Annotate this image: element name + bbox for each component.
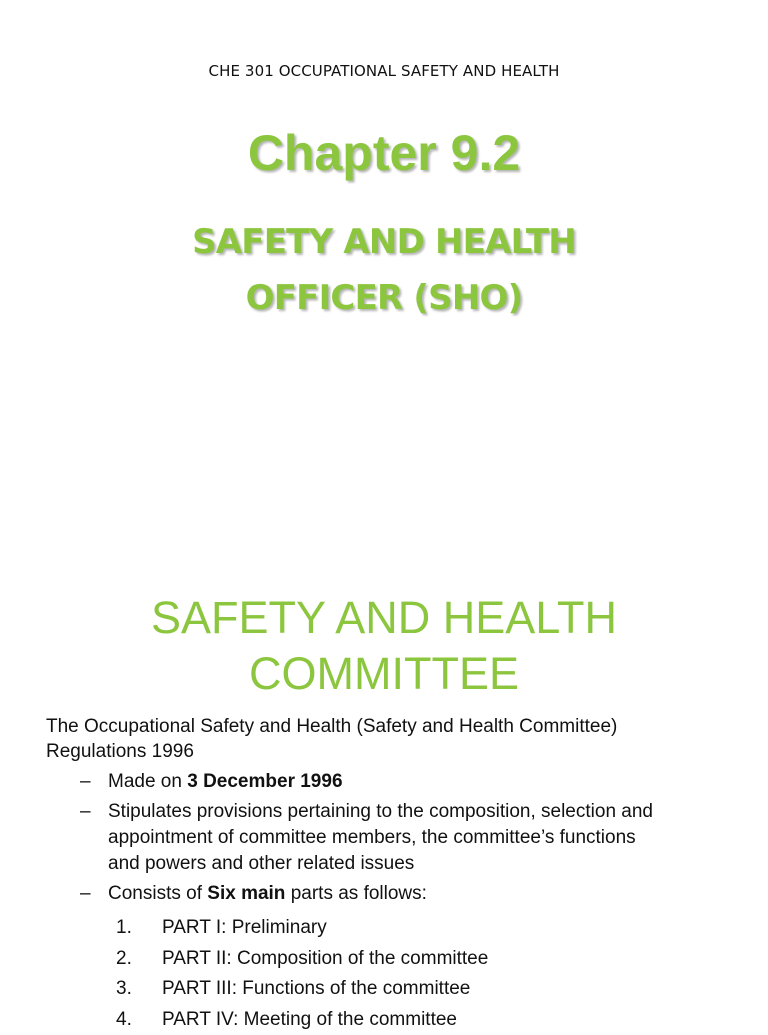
list-text: PART II: Composition of the committee xyxy=(162,948,488,969)
list-item xyxy=(116,1005,716,1035)
section-heading-line-1: SAFETY AND HEALTH xyxy=(0,590,768,646)
list-number: 2. xyxy=(116,944,162,975)
list-text: PART I: Preliminary xyxy=(162,917,327,938)
bullet-bold-count: Six main xyxy=(207,883,285,904)
list-text: PART IV: Meeting of the committee xyxy=(162,1009,457,1030)
bullet-consists xyxy=(80,881,740,907)
bullet-text: Made on xyxy=(108,771,187,792)
bullet-text-suffix: parts as follows: xyxy=(285,883,427,904)
chapter-title: Chapter 9.2 xyxy=(0,124,768,182)
list-number: 3. xyxy=(116,974,162,1005)
intro-paragraph xyxy=(46,714,746,764)
section-heading-line-2: COMMITTEE xyxy=(0,646,768,702)
bullet-made-on xyxy=(80,769,740,795)
bullet-text-line-3: and powers and other related issues xyxy=(108,851,740,877)
list-item xyxy=(116,944,716,975)
chapter-subtitle xyxy=(0,214,768,326)
bullet-stipulates xyxy=(80,799,740,877)
subtitle-line-1: SAFETY AND HEALTH xyxy=(0,214,768,270)
subtitle-line-2: OFFICER (SHO) xyxy=(0,270,768,326)
dash-bullet-icon: – xyxy=(80,799,91,825)
list-text: PART III: Functions of the committee xyxy=(162,978,470,999)
bullet-text-line-1: Stipulates provisions pertaining to the composition, selection and xyxy=(108,799,740,825)
course-header: CHE 301 OCCUPATIONAL SAFETY AND HEALTH xyxy=(0,62,768,80)
list-number: 4. xyxy=(116,1005,162,1035)
list-number: 1. xyxy=(116,913,162,944)
list-item xyxy=(116,974,716,1005)
intro-line-2: Regulations 1996 xyxy=(46,739,746,764)
dash-bullet-icon: – xyxy=(80,769,91,795)
bullet-text: Consists of xyxy=(108,883,207,904)
section-heading xyxy=(0,590,768,702)
parts-list xyxy=(116,913,716,1035)
dash-bullet-icon: – xyxy=(80,881,91,907)
bullet-bold-date: 3 December 1996 xyxy=(187,771,342,792)
bullet-text-line-2: appointment of committee members, the committee’s functions xyxy=(108,825,740,851)
intro-line-1: The Occupational Safety and Health (Safety and Health Committee) xyxy=(46,714,746,739)
list-item xyxy=(116,913,716,944)
bullet-list xyxy=(80,769,740,911)
